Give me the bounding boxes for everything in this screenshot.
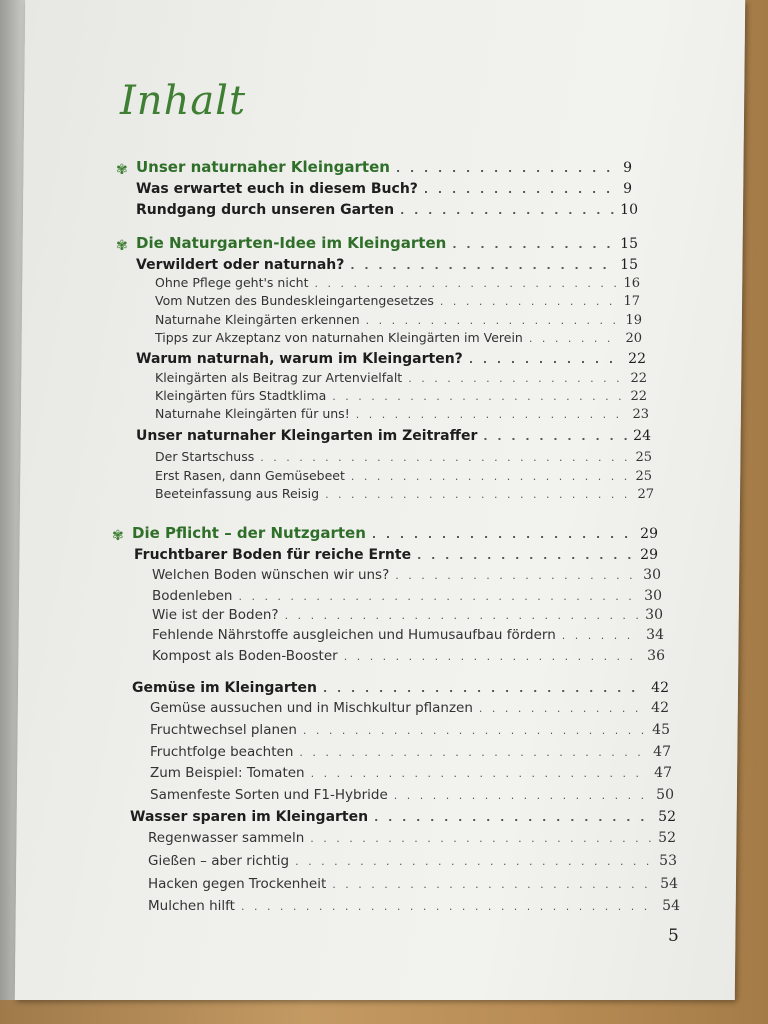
- toc-item[interactable]: Der Startschuss . . . 25: [155, 449, 652, 465]
- leaf-ornament-icon: ✾: [116, 238, 128, 254]
- toc-item[interactable]: Tipps zur Akzeptanz von naturnahen Kleingärten im Verein . . . 20: [155, 330, 642, 346]
- toc-item[interactable]: Fruchtfolge beachten . . . 47: [150, 744, 671, 760]
- toc-section[interactable]: ✾ Die Naturgarten-Idee im Kleingarten . . . 15: [116, 234, 638, 252]
- toc-item[interactable]: Ohne Pflege geht's nicht . . . 16: [155, 275, 640, 291]
- toc-item[interactable]: Bodenleben . . . 30: [152, 588, 662, 604]
- toc-item[interactable]: Welchen Boden wünschen wir uns? . . . 30: [152, 567, 661, 583]
- toc-section[interactable]: ✾ Unser naturnaher Kleingarten . . . 9: [116, 158, 632, 176]
- toc-item[interactable]: Erst Rasen, dann Gemüsebeet . . . 25: [155, 468, 652, 484]
- toc-item[interactable]: Vom Nutzen des Bundeskleingartengesetzes . . . 17: [155, 293, 640, 309]
- toc-item[interactable]: Fruchtwechsel planen . . . 45: [150, 722, 670, 738]
- toc-item[interactable]: Hacken gegen Trockenheit . . . 54: [148, 876, 678, 892]
- toc-item[interactable]: Kompost als Boden-Booster . . . 36: [152, 648, 665, 664]
- page-title: Inhalt: [120, 78, 247, 124]
- toc-item[interactable]: Samenfeste Sorten und F1-Hybride . . . 50: [150, 787, 674, 803]
- toc-entry[interactable]: Warum naturnah, warum im Kleingarten? . . . 22: [136, 351, 646, 367]
- toc-entry[interactable]: Verwildert oder naturnah? . . . 15: [136, 257, 638, 273]
- toc-item[interactable]: Gießen – aber richtig . . . 53: [148, 853, 677, 869]
- toc-item[interactable]: Naturnahe Kleingärten für uns! . . . 23: [155, 406, 649, 422]
- toc-item[interactable]: Gemüse aussuchen und in Mischkultur pflanzen . . . 42: [150, 700, 669, 716]
- toc-entry[interactable]: Unser naturnaher Kleingarten im Zeitraffer . . . 24: [136, 428, 651, 444]
- toc-section[interactable]: ✾ Die Pflicht – der Nutzgarten . . . 29: [112, 524, 658, 542]
- toc-item[interactable]: Wie ist der Boden? . . . 30: [152, 607, 663, 623]
- leaf-ornament-icon: ✾: [112, 528, 124, 544]
- toc-entry[interactable]: Wasser sparen im Kleingarten . . . 52: [130, 809, 676, 825]
- leaf-ornament-icon: ✾: [116, 162, 128, 178]
- toc-item[interactable]: Naturnahe Kleingärten erkennen . . . 19: [155, 312, 642, 328]
- page-number: 5: [668, 926, 679, 946]
- toc-entry[interactable]: Rundgang durch unseren Garten . . . 10: [136, 202, 638, 218]
- toc-item[interactable]: Kleingärten als Beitrag zur Artenvielfalt . . . 22: [155, 370, 647, 386]
- toc-item[interactable]: Zum Beispiel: Tomaten . . . 47: [150, 765, 672, 781]
- toc-entry[interactable]: Fruchtbarer Boden für reiche Ernte . . . 29: [134, 547, 658, 563]
- toc-item[interactable]: Kleingärten fürs Stadtklima . . . 22: [155, 388, 647, 404]
- toc-item[interactable]: Mulchen hilft . . . 54: [148, 898, 680, 914]
- toc-item[interactable]: Regenwasser sammeln . . . 52: [148, 830, 676, 846]
- toc-item[interactable]: Fehlende Nährstoffe ausgleichen und Humusaufbau fördern . . . 34: [152, 627, 664, 643]
- toc-entry[interactable]: Was erwartet euch in diesem Buch? . . . 9: [136, 181, 632, 197]
- toc-item[interactable]: Beeteinfassung aus Reisig . . . 27: [155, 486, 654, 502]
- toc-entry[interactable]: Gemüse im Kleingarten . . . 42: [132, 680, 669, 696]
